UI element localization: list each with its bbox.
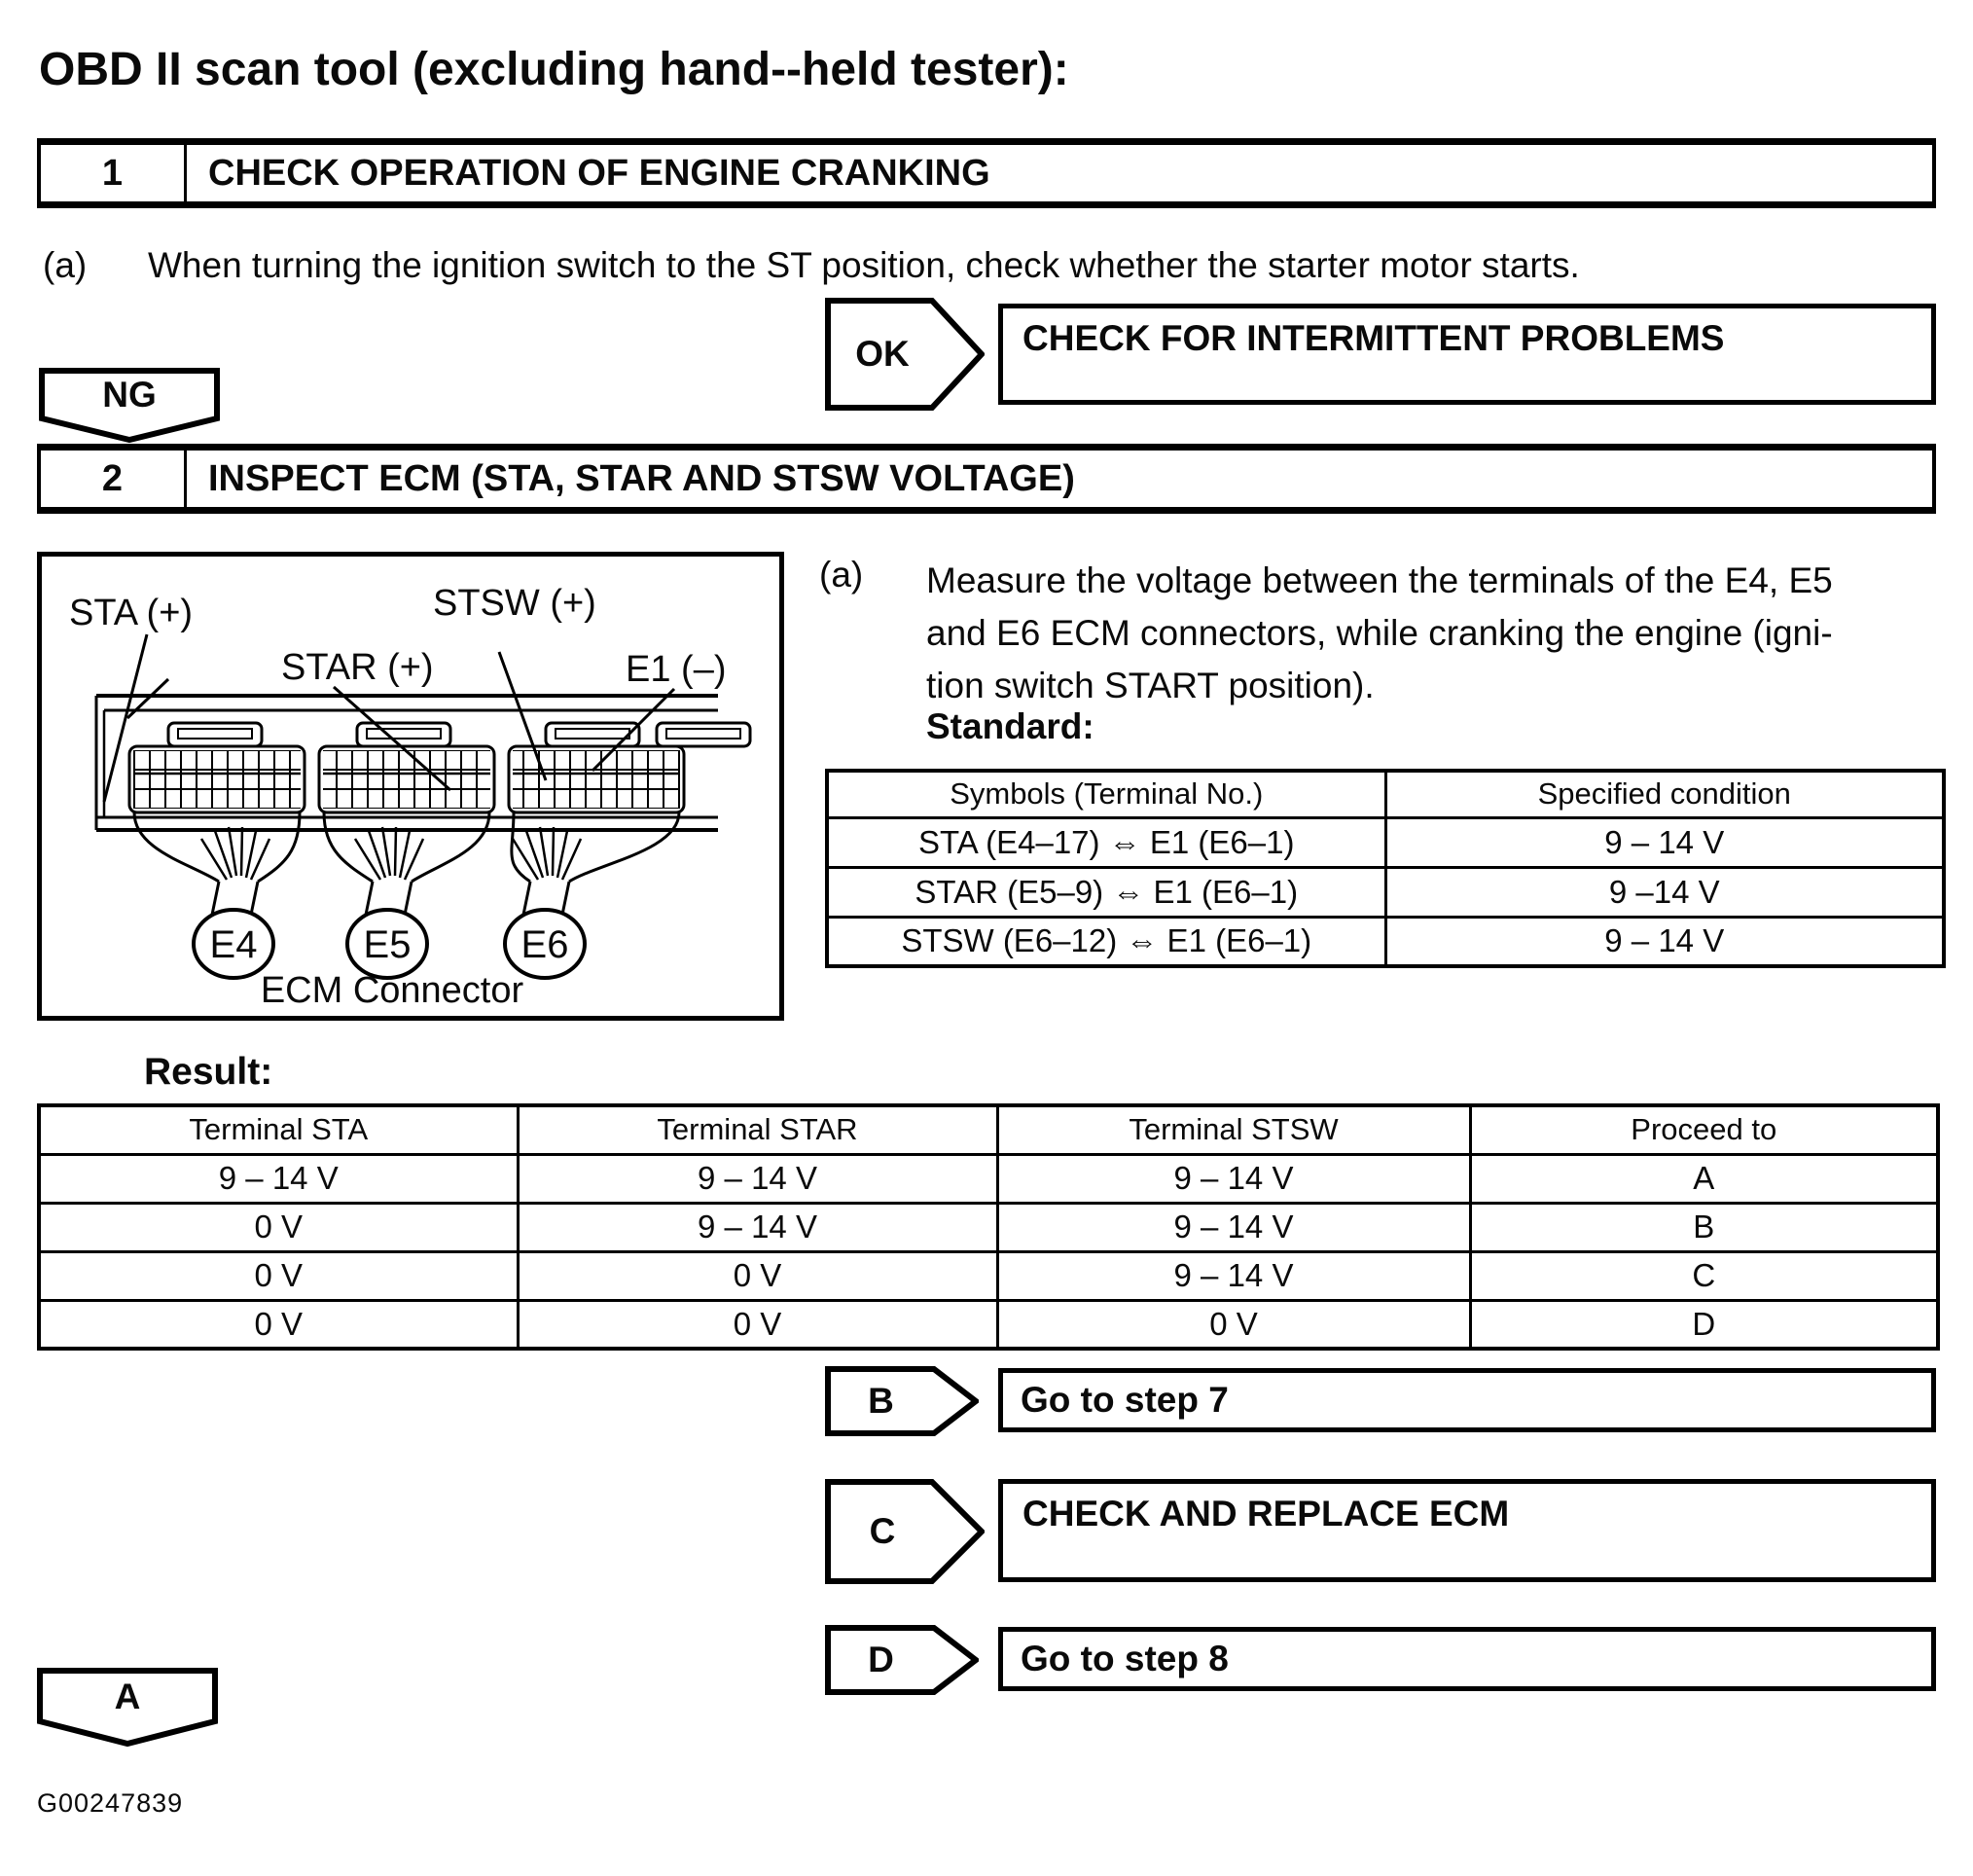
table-cell: 9 – 14 V <box>997 1203 1470 1251</box>
step-1-instruction: When turning the ignition switch to the ST position, check whether the starter motor starts. <box>148 245 1580 285</box>
d-arrow <box>825 1625 979 1695</box>
c-arrow-label: C <box>869 1511 896 1551</box>
page-title: OBD II scan tool (excluding hand--held tester): <box>39 44 1069 95</box>
b-arrow-label: B <box>868 1381 894 1421</box>
table-row <box>39 1154 1938 1203</box>
table-cell: 0 V <box>39 1251 518 1300</box>
pin-blocks <box>129 746 684 812</box>
instruction-line: tion switch START position). <box>926 666 1375 705</box>
table-cell: A <box>1470 1154 1938 1203</box>
column-header: Terminal STA <box>39 1105 518 1154</box>
column-header: Specified condition <box>1385 771 1944 817</box>
step-1-number: 1 <box>41 145 187 201</box>
ok-arrow <box>825 298 985 411</box>
column-header: Symbols (Terminal No.) <box>827 771 1385 817</box>
e1-label: E1 (–) <box>626 649 727 690</box>
b-arrow <box>825 1366 979 1436</box>
e6-circle-label: E6 <box>520 923 569 966</box>
c-action-box: CHECK AND REPLACE ECM <box>998 1479 1936 1582</box>
wire-boot-e5 <box>324 812 489 915</box>
table-cell: 9 – 14 V <box>997 1154 1470 1203</box>
ok-action-box: CHECK FOR INTERMITTENT PROBLEMS <box>998 304 1936 405</box>
d-arrow-label: D <box>868 1640 894 1679</box>
table-cell: 9 – 14 V <box>997 1251 1470 1300</box>
ng-badge-label: NG <box>102 375 157 415</box>
table-row <box>827 867 1944 917</box>
table-cell: 0 V <box>518 1300 997 1349</box>
table-cell: STSW (E6–12) ⇔ E1 (E6–1) <box>827 917 1385 966</box>
step-1-title: CHECK OPERATION OF ENGINE CRANKING <box>208 152 990 194</box>
latch-tabs <box>168 723 750 746</box>
figure-id: G00247839 <box>37 1788 184 1818</box>
table-cell: 9 – 14 V <box>518 1154 997 1203</box>
column-header: Terminal STSW <box>997 1105 1470 1154</box>
ng-badge <box>39 368 220 444</box>
table-cell: STA (E4–17) ⇔ E1 (E6–1) <box>827 817 1385 867</box>
table-cell: 0 V <box>39 1300 518 1349</box>
a-badge <box>37 1668 218 1748</box>
e5-circle-label: E5 <box>363 923 412 966</box>
result-table <box>37 1103 1940 1351</box>
step-2-marker: (a) <box>819 555 864 595</box>
step-2-header <box>37 444 1936 514</box>
wire-boot-e6 <box>512 812 679 915</box>
ecm-connector-drawing <box>42 557 779 1016</box>
b-action-box: Go to step 7 <box>998 1368 1936 1432</box>
a-badge-label: A <box>114 1676 141 1716</box>
c-arrow <box>825 1479 985 1584</box>
table-cell: 9 – 14 V <box>1385 817 1944 867</box>
table-cell: 9 – 14 V <box>518 1203 997 1251</box>
table-row <box>39 1300 1938 1349</box>
ok-arrow-label: OK <box>855 334 910 374</box>
table-cell: C <box>1470 1251 1938 1300</box>
step-1-marker: (a) <box>43 245 88 285</box>
table-row <box>39 1251 1938 1300</box>
column-header: Proceed to <box>1470 1105 1938 1154</box>
column-header: Terminal STAR <box>518 1105 997 1154</box>
standard-table <box>825 769 1946 968</box>
standard-label: Standard: <box>926 706 1094 746</box>
e4-circle-label: E4 <box>209 923 258 966</box>
table-header-row <box>827 771 1944 817</box>
table-cell: 0 V <box>997 1300 1470 1349</box>
table-cell: B <box>1470 1203 1938 1251</box>
sta-label: STA (+) <box>69 593 194 633</box>
star-label: STAR (+) <box>281 647 434 688</box>
table-cell: 9 – 14 V <box>39 1154 518 1203</box>
table-cell: 9 –14 V <box>1385 867 1944 917</box>
table-cell: 0 V <box>518 1251 997 1300</box>
table-row <box>827 817 1944 867</box>
instruction-line: Measure the voltage between the terminals of the E4, E5 <box>926 560 1833 600</box>
d-action-box: Go to step 8 <box>998 1627 1936 1691</box>
table-header-row <box>39 1105 1938 1154</box>
table-row <box>39 1203 1938 1251</box>
table-cell: 9 – 14 V <box>1385 917 1944 966</box>
step-2-number: 2 <box>41 451 187 507</box>
step-2-instruction <box>926 555 1833 712</box>
result-label: Result: <box>144 1051 273 1093</box>
table-cell: STAR (E5–9) ⇔ E1 (E6–1) <box>827 867 1385 917</box>
table-cell: D <box>1470 1300 1938 1349</box>
step-2-title: INSPECT ECM (STA, STAR AND STSW VOLTAGE) <box>208 457 1075 499</box>
instruction-line: and E6 ECM connectors, while cranking the engine (igni- <box>926 613 1833 653</box>
table-cell: 0 V <box>39 1203 518 1251</box>
wire-boot-e4 <box>134 812 300 915</box>
step-1-header <box>37 138 1936 208</box>
table-row <box>827 917 1944 966</box>
ecm-connector-diagram <box>37 552 784 1021</box>
diagram-caption: ECM Connector <box>260 970 524 1011</box>
stsw-label: STSW (+) <box>433 583 596 624</box>
